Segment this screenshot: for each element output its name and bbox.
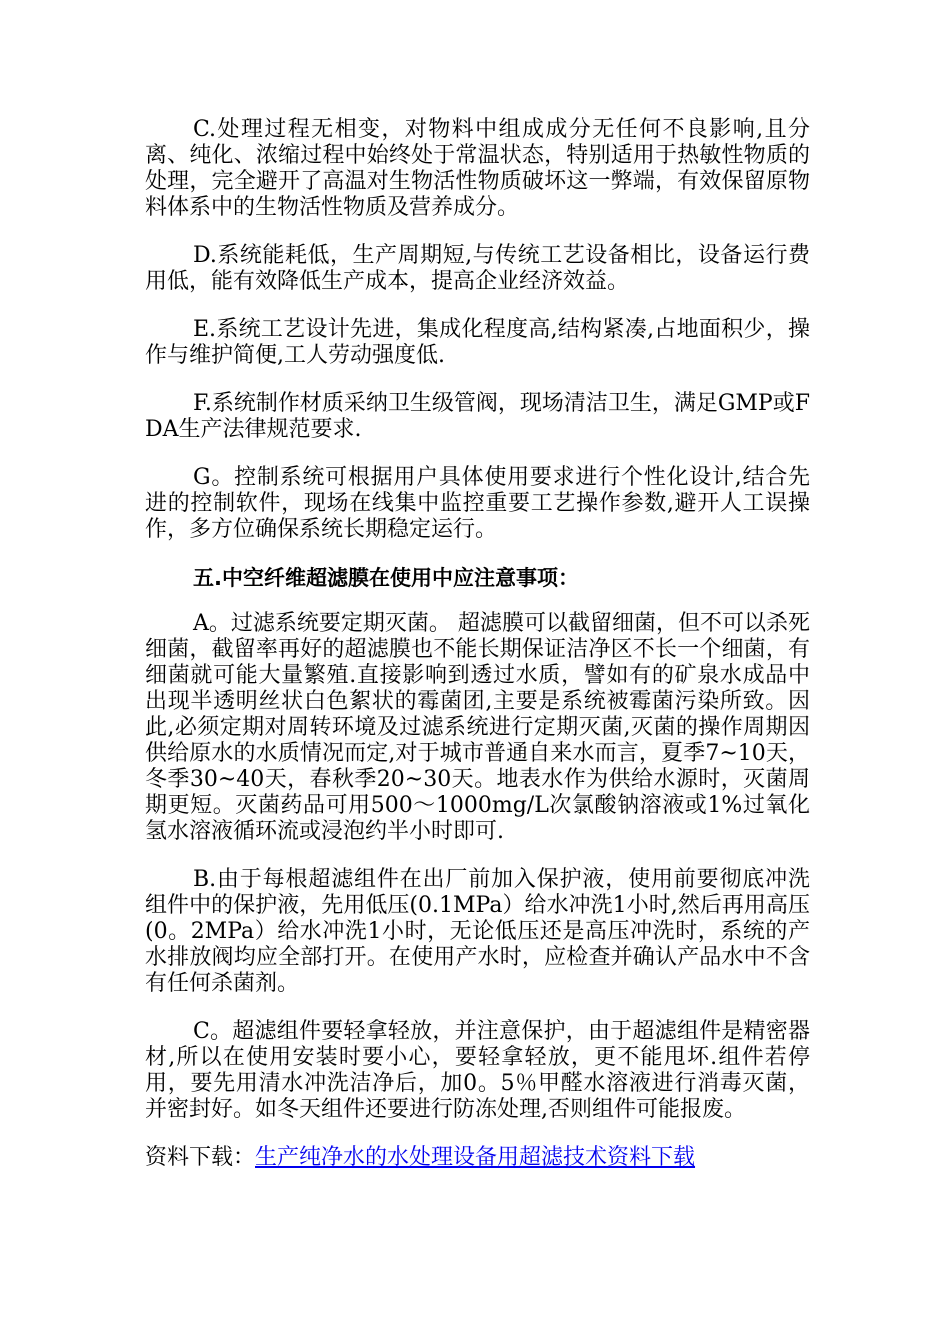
download-line [145,1145,810,1171]
download-link[interactable]: 生产纯净水的水处理设备用超滤技术资料下载 [255,1145,696,1170]
note-c: C。超滤组件要轻拿轻放，并注意保护，由于超滤组件是精密器材,所以在使用安装时要小心，要轻拿轻放，更不能甩坏.组件若停用，要先用清水冲洗洁净后，加0。5％甲醛水溶液进行消毒灭菌，并密封好。如冬天组件还要进行防冻处理,否则组件可能报废。 [145,1019,810,1122]
paragraph-c: C.处理过程无相变，对物料中组成成分无任何不良影响,且分离、纯化、浓缩过程中始终处于常温状态，特别适用于热敏性物质的处理，完全避开了高温对生物活性物质破坏这一弊端，有效保留原物料体系中的生物活性物质及营养成分。 [145,117,810,220]
paragraph-e: E.系统工艺设计先进，集成化程度高,结构紧凑,占地面积少，操作与维护简便,工人劳动强度低. [145,317,810,368]
section-heading: 五.中空纤维超滤膜在使用中应注意事项： [193,566,579,590]
paragraph-f: F.系统制作材质采纳卫生级管阀，现场清洁卫生，满足GMP或FDA生产法律规范要求. [145,391,811,442]
note-a: A。过滤系统要定期灭菌。 超滤膜可以截留细菌，但不可以杀死细菌，截留率再好的超滤膜也不能长期保证洁净区不长一个细菌，有细菌就可能大量繁殖.直接影响到透过水质，譬如有的矿泉水成品中出现半透明丝状白色絮状的霉菌团,主要是系统被霉菌污染所致。因此,必须定期对周转环境及过滤系统进行定期灭菌,灭菌的操作周期因供给原水的水质情况而定,对于城市普通自来水而言，夏季7~10天，冬季30~40天，春秋季20~30天。地表水作为供给水源时，灭菌周期更短。灭菌药品可用500～1000mg/L次氯酸钠溶液或1%过氧化氢水溶液循环流或浸泡约半小时即可. [145,611,810,844]
note-b: B.由于每根超滤组件在出厂前加入保护液，使用前要彻底冲洗组件中的保护液，先用低压(0.1MPa）给水冲洗1小时,然后再用高压(0。2MPa）给水冲洗1小时，无论低压还是高压冲洗时，系统的产水排放阀均应全部打开。在使用产水时，应检查并确认产品水中不含有任何杀菌剂。 [145,867,810,996]
paragraph-g: G。控制系统可根据用户具体使用要求进行个性化设计,结合先进的控制软件，现场在线集中监控重要工艺操作参数,避开人工误操作，多方位确保系统长期稳定运行。 [145,465,810,542]
download-label: 资料下载： [145,1145,256,1170]
document-body [145,117,810,1171]
paragraph-d: D.系统能耗低，生产周期短,与传统工艺设备相比，设备运行费用低，能有效降低生产成本，提高企业经济效益。 [145,243,810,294]
